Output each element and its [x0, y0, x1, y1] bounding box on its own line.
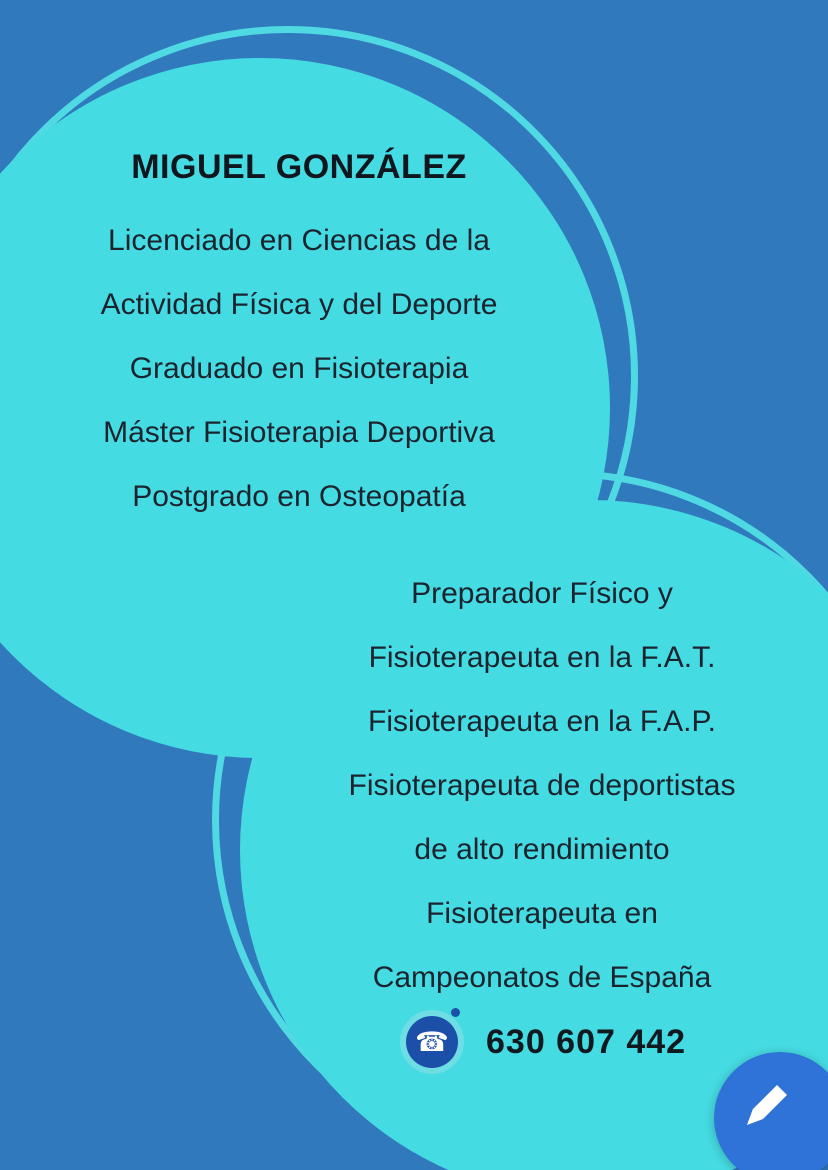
- phone-number: 630 607 442: [486, 1022, 687, 1061]
- credentials-bottom: [268, 562, 816, 1010]
- experience-line: Fisioterapeuta de deportistas: [348, 769, 736, 802]
- credential-line: Postgrado en Osteopatía: [132, 480, 466, 513]
- credential-line: Máster Fisioterapia Deportiva: [103, 416, 495, 449]
- compose-pencil-icon: [741, 1081, 791, 1131]
- phone-icon: [400, 1010, 464, 1074]
- credential-line: Graduado en Fisioterapia: [129, 352, 469, 385]
- contact-row: [400, 1010, 686, 1074]
- credentials-top: [18, 148, 580, 529]
- experience-line: Preparador Físico y: [411, 577, 673, 610]
- phone-icon-dot: [451, 1008, 460, 1017]
- credential-line: Actividad Física y del Deporte: [100, 288, 498, 321]
- experience-line: Fisioterapeuta en la F.A.P.: [368, 705, 716, 738]
- phone-icon-glyph: ☎: [406, 1016, 458, 1068]
- experience-line: Fisioterapeuta en la F.A.T.: [368, 641, 716, 674]
- experience-line: Fisioterapeuta en: [426, 897, 658, 930]
- credential-line: Licenciado en Ciencias de la: [108, 224, 490, 257]
- experience-line: Campeonatos de España: [372, 961, 712, 994]
- person-name: MIGUEL GONZÁLEZ: [131, 148, 467, 186]
- experience-line: de alto rendimiento: [414, 833, 670, 866]
